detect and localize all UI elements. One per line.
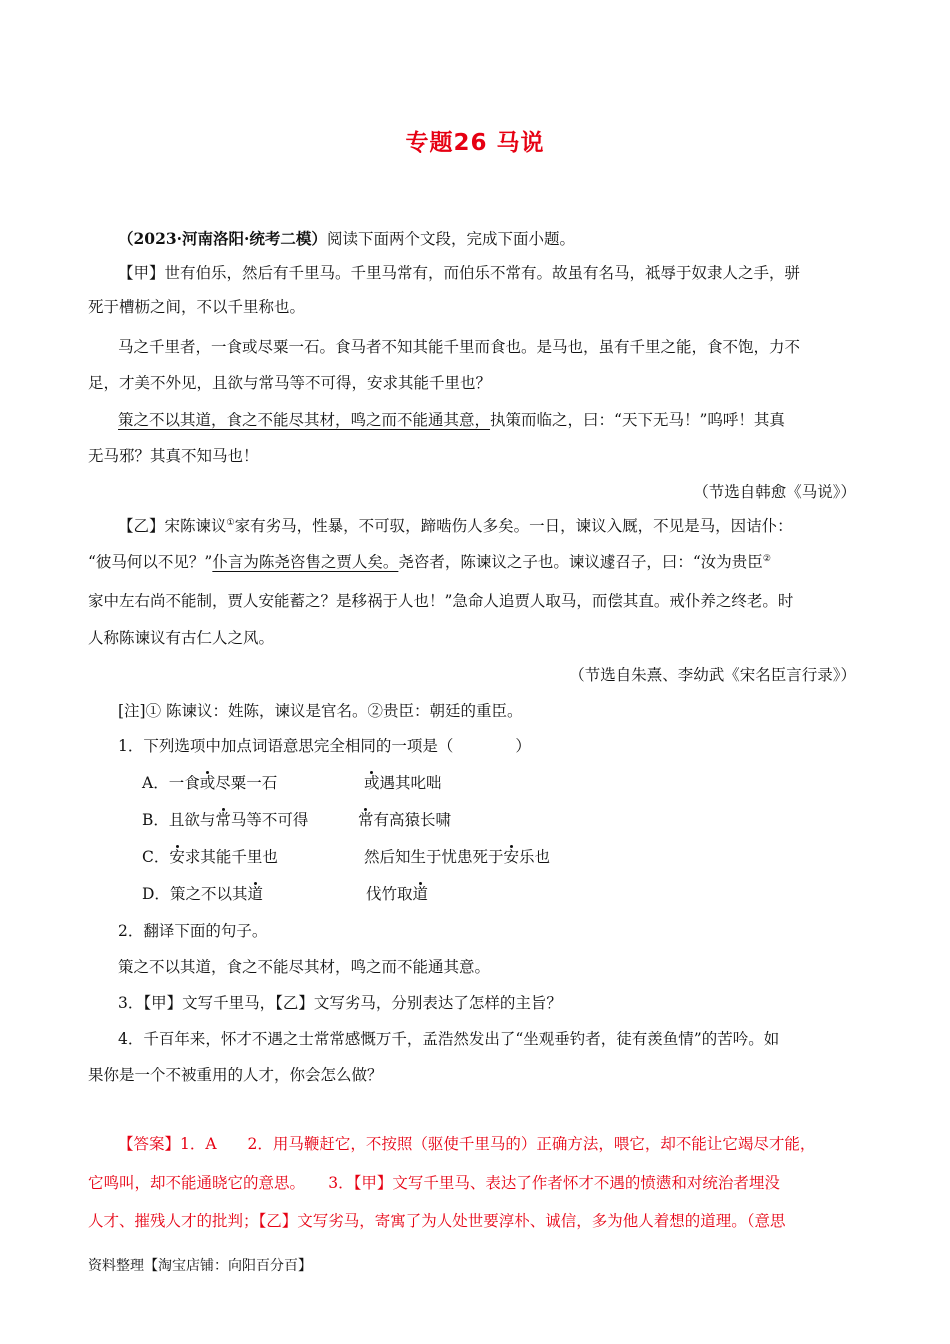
- answer-line3: 人才、摧残人才的批判；【乙】文写劣马，寄寓了为人处世要淳朴、诚信，多为他人着想的道理。（意思: [88, 1212, 786, 1230]
- yi-line1-b: 家有劣马，性暴，不可驭，蹄啮伤人多矣。一日，谏议入厩，不见是马，因诘仆：: [234, 517, 793, 535]
- yi-line4: 人称陈谏议有古仁人之风。: [88, 629, 275, 647]
- option-label: B．: [142, 811, 169, 829]
- option-left-a: 且欲与: [168, 811, 216, 829]
- jia-p2-line2: 足，才美不外见，且欲与常马等不可得，安求其能千里也？: [88, 374, 492, 392]
- option-label: A．: [142, 774, 169, 792]
- option-right-b: 有高猿长啸: [373, 811, 452, 829]
- answer-line2: 它鸣叫，却不能通晓它的意思。 3．【甲】文写千里马、表达了作者怀才不遇的愤懑和对统治者埋没: [88, 1174, 780, 1192]
- option-b-right: [358, 809, 451, 831]
- yi-line2: [88, 551, 771, 573]
- option-b: [142, 809, 308, 831]
- question-3: 3．【甲】文写千里马，【乙】文写劣马，分别表达了怎样的主旨？: [118, 994, 562, 1012]
- option-c-right: [364, 846, 550, 868]
- intro-text: 阅读下面两个文段，完成下面小题。: [326, 230, 575, 248]
- jia-p3-line2: 无马邪？其真不知马也！: [88, 447, 259, 465]
- option-label: D．: [142, 885, 170, 903]
- option-a-right: [364, 772, 442, 794]
- option-left-b: 求其能千里也: [184, 848, 278, 866]
- option-right-b: 乐也: [519, 848, 551, 866]
- answer-line1: 【答案】1．A 2．用马鞭赶它，不按照（驱使千里马的）正确方法，喂它，却不能让它竭尽才能，: [118, 1135, 816, 1153]
- dotted-word: 道: [412, 885, 429, 903]
- dotted-word: 道: [247, 885, 263, 903]
- dotted-word: 或: [364, 774, 380, 792]
- yi-line3: 家中左右尚不能制，贾人安能蓄之？是移祸于人也！”急命人追贾人取马，而偿其直。戒仆养之终老。时: [88, 592, 794, 610]
- option-right-b: 遇其叱咄: [379, 774, 442, 792]
- option-d: [142, 883, 263, 905]
- option-d-right: [366, 883, 428, 905]
- jia-p3-rest: 执策而临之，曰：“天下无马！”呜呼！其真: [490, 411, 785, 429]
- jia-p3-line1: [118, 409, 785, 431]
- yi-line2-a: “彼马何以不见？”: [88, 553, 213, 571]
- option-left-b: 马等不可得: [230, 811, 309, 829]
- dotted-word: 安: [169, 848, 185, 866]
- option-right-a: 伐竹取: [366, 885, 413, 903]
- footer-credit: 资料整理【淘宝店铺：向阳百分百】: [88, 1258, 312, 1274]
- option-left-b: 尽粟一石: [215, 774, 278, 792]
- yi-source: （节选自朱熹、李幼武《宋名臣言行录》）: [569, 666, 856, 684]
- jia-source: （节选自韩愈《马说》）: [693, 483, 856, 501]
- yi-line2-b: 尧咨者，陈谏议之子也。谏议遽召子，曰：“汝为贵臣: [398, 553, 763, 571]
- jia-p1-line1: 【甲】世有伯乐，然后有千里马。千里马常有，而伯乐不常有。故虽有名马，祗辱于奴隶人之手，骈: [118, 264, 801, 282]
- underlined-sentence: 策之不以其道，食之不能尽其材，鸣之而不能通其意，: [118, 411, 491, 429]
- question-1: 1．下列选项中加点词语意思完全相同的一项是（ ）: [118, 737, 531, 755]
- intro-line: [118, 228, 575, 250]
- option-left-a: 一食: [168, 774, 200, 792]
- question-2: 2．翻译下面的句子。: [118, 922, 268, 940]
- underlined-sentence-yi: 仆言为陈尧咨售之贾人矣。: [212, 553, 399, 571]
- dotted-word: 安: [503, 848, 520, 866]
- option-c: [142, 846, 278, 868]
- option-left-a: 策之不以其: [169, 885, 248, 903]
- page-title: 专题26 马说: [405, 130, 545, 156]
- jia-p1-line2: 死于槽枥之间，不以千里称也。: [88, 298, 306, 316]
- option-a: [142, 772, 277, 794]
- jia-p2-line1: 马之千里者，一食或尽粟一石。食马者不知其能千里而食也。是马也，虽有千里之能，食不饱，力不: [118, 338, 801, 356]
- dotted-word: 常: [358, 811, 374, 829]
- dotted-word: 或: [199, 774, 216, 792]
- question-2-sentence: 策之不以其道，食之不能尽其材，鸣之而不能通其意。: [118, 958, 491, 976]
- dotted-word: 常: [215, 811, 231, 829]
- option-label: C．: [142, 848, 170, 866]
- option-right-a: 然后知生于忧患死于: [364, 848, 504, 866]
- yi-line1-a: 【乙】宋陈谏议: [118, 517, 227, 535]
- footnote-1: ①: [226, 517, 235, 528]
- annotation-note: [注]① 陈谏议：姓陈，谏议是官名。②贵臣：朝廷的重臣。: [118, 702, 523, 720]
- question-source: （2023·河南洛阳·统考二模）: [118, 229, 327, 248]
- footnote-2: ②: [762, 553, 771, 564]
- yi-line1: [118, 515, 793, 537]
- question-4-line1: 4．千百年来，怀才不遇之士常常感慨万千，孟浩然发出了“坐观垂钓者，徒有羡鱼情”的苦吟。如: [118, 1030, 780, 1048]
- question-4-line2: 果你是一个不被重用的人才，你会怎么做？: [88, 1066, 383, 1084]
